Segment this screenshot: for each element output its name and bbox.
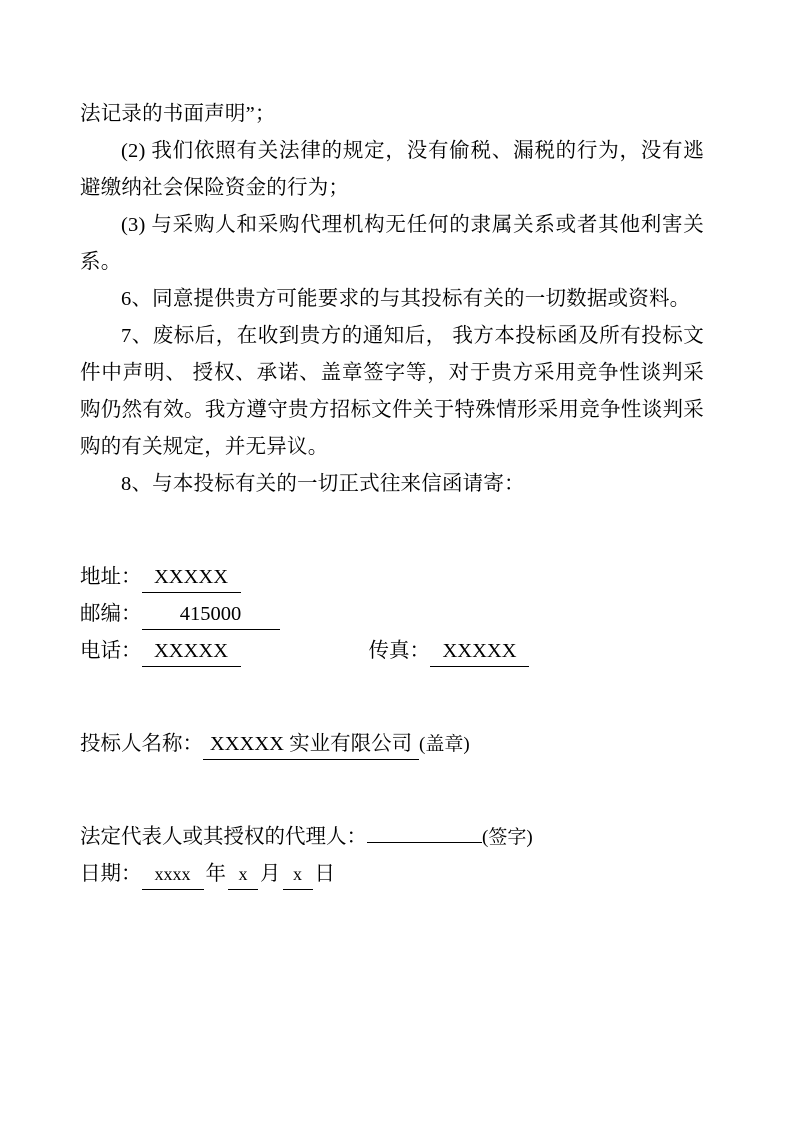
- spacer-before-contact: [80, 540, 704, 559]
- paragraph-item8: 8、与本投标有关的一切正式往来信函请寄：: [121, 473, 525, 495]
- legal-representative-label: 法定代表人或其授权的代理人：: [80, 826, 367, 848]
- spacer-before-representative-2: [80, 800, 704, 819]
- field-postcode-line: [80, 596, 704, 633]
- date-day-unit: 日: [314, 863, 335, 885]
- bidder-name-seal-note: (盖章): [419, 734, 470, 755]
- bidder-name-label: 投标人名称：: [80, 733, 203, 755]
- date-month-unit: 月: [260, 863, 281, 885]
- telephone-label: 电话：: [80, 640, 142, 662]
- paragraph-item7: 7、废标后，在收到贵方的通知后， 我方本投标函及所有投标文件中声明、 授权、承诺、盖章签字等，对于贵方采用竞争性谈判采购仍然有效。我方遵守贵方招标文件关于特殊情形采用竞争性谈判采购的有关规定，并无异议。: [80, 325, 704, 458]
- legal-representative-value[interactable]: [367, 842, 482, 843]
- paragraph-clause2: (2) 我们依照有关法律的规定，没有偷税、漏税的行为，没有逃避缴纳社会保险资金的行为；: [80, 140, 704, 199]
- spacer-before-signature-2: [80, 707, 704, 726]
- document-body: [80, 96, 704, 893]
- paragraph-clause1-tail: 法记录的书面声明”；: [80, 103, 276, 125]
- postcode-value[interactable]: 415000: [142, 599, 280, 630]
- legal-representative-sign-note: (签字): [482, 827, 533, 848]
- date-month-value[interactable]: x: [228, 859, 258, 890]
- field-address-line: [80, 559, 704, 596]
- field-date-line: [80, 856, 704, 893]
- spacer-after-item8: [80, 503, 704, 540]
- spacer-before-signature: [80, 670, 704, 707]
- paragraph-item6: 6、同意提供贵方可能要求的与其投标有关的一切数据或资料。: [121, 288, 691, 310]
- fax-label: 传真：: [368, 640, 430, 662]
- paragraph-clause3: (3) 与采购人和采购代理机构无任何的隶属关系或者其他利害关系。: [80, 214, 704, 273]
- spacer-before-representative: [80, 763, 704, 800]
- bidder-name-value[interactable]: XXXXX 实业有限公司: [203, 729, 419, 760]
- postcode-label: 邮编：: [80, 603, 142, 625]
- field-legal-representative-line: [80, 819, 704, 856]
- date-label: 日期：: [80, 863, 142, 885]
- date-year-unit: 年: [205, 863, 226, 885]
- telephone-value[interactable]: XXXXX: [142, 636, 241, 667]
- date-year-value[interactable]: xxxx: [142, 859, 204, 890]
- address-value[interactable]: XXXXX: [142, 562, 241, 593]
- field-bidder-name-line: [80, 726, 704, 763]
- fax-value[interactable]: XXXXX: [430, 636, 529, 667]
- date-day-value[interactable]: x: [283, 859, 313, 890]
- address-label: 地址：: [80, 566, 142, 588]
- field-telephone-fax-line: [80, 633, 704, 670]
